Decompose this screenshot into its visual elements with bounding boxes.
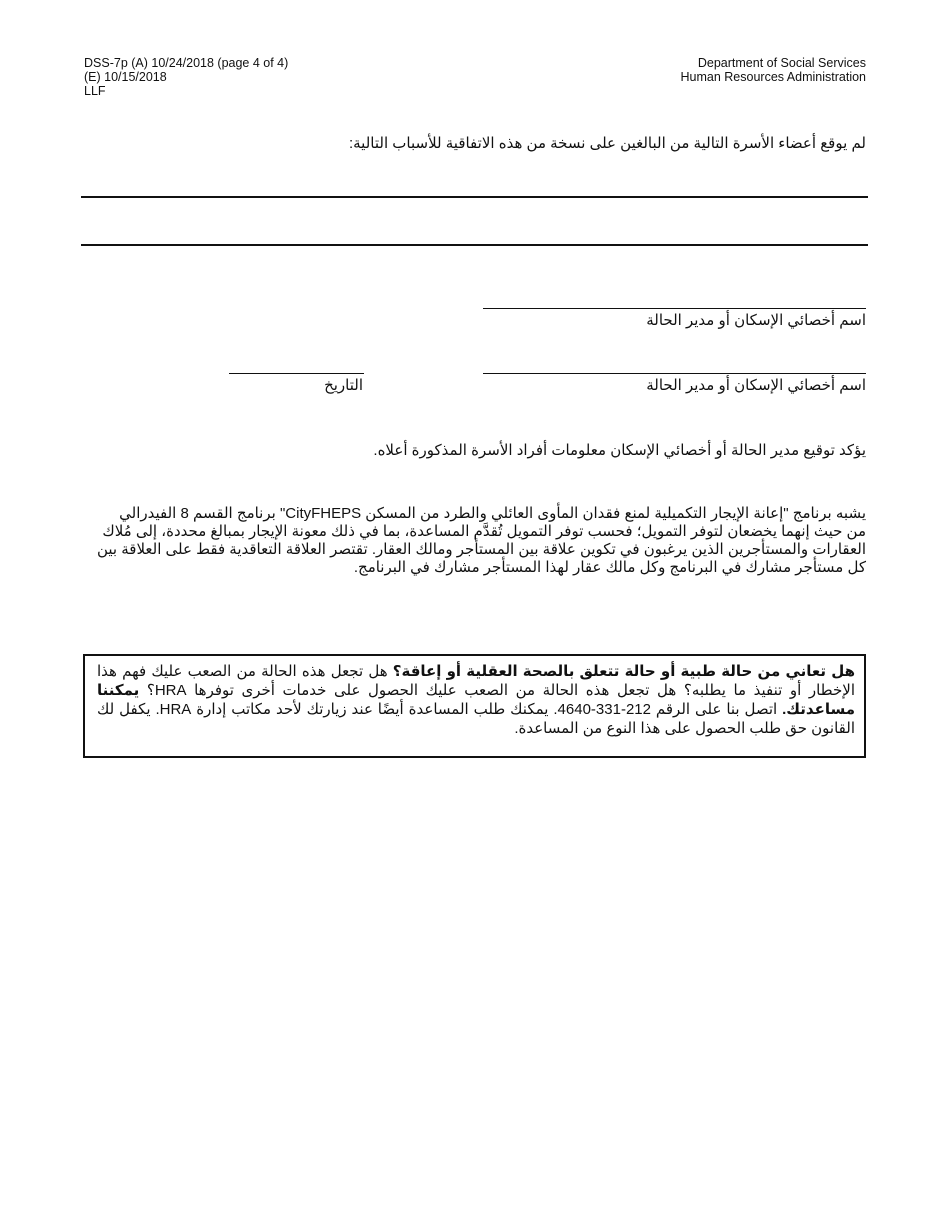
language-code: LLF	[84, 84, 106, 98]
date-label: التاريخ	[324, 377, 363, 394]
reason-line-2[interactable]	[81, 244, 868, 246]
assistance-notice-text	[85, 656, 864, 738]
reason-line-1[interactable]	[81, 196, 868, 198]
program-paragraph: يشبه برنامج "إعانة الإيجار التكميلية لمنع فقدان المأوى العائلي والطرد من المسكن CityFHEPS" برنامج القسم 8 الفيدرالي من حيث إنهما يخضعان لتوفر التمويل؛ فحسب توفر التمويل تُقدَّم المساعدة، بما في ذلك معونة الإيجار بمبالغ محددة، إلى مُلاك العقارات والمستأجرين الذين يرغبون في تكوين علاقة بين المستأجر ومالك العقار. تقتصر العلاقة التعاقدية فقط على العلاقة بين كل مستأجر مشارك في البرنامج وكل مالك عقار لهذا المستأجر مشارك في البرنامج.	[96, 505, 866, 576]
assistance-notice-box	[83, 654, 866, 758]
form-edition-date: (E) 10/15/2018	[84, 70, 167, 84]
notice-help: يمكننا مساعدتك.	[97, 682, 856, 718]
date-line[interactable]	[229, 373, 364, 374]
name-label-1: اسم أخصائي الإسكان أو مدير الحالة	[646, 312, 866, 329]
administration-name: Human Resources Administration	[680, 70, 866, 84]
department-name: Department of Social Services	[697, 56, 866, 70]
notice-text-part1: هل تجعل هذه الحالة من الصعب عليك فهم هذا الإخطار أو تنفيذ ما يطلبه؟ هل تجعل هذه الحالة من الصعب عليك الحصول على خدمات أخرى توفرها HRA؟	[97, 663, 855, 699]
name-label-2: اسم أخصائي الإسكان أو مدير الحالة	[646, 377, 866, 394]
signature-line-1[interactable]	[483, 308, 866, 309]
notice-text-part2: اتصل بنا على الرقم 212-331-4640. يمكنك طلب المساعدة أيضًا عند زيارتك لأحد مكاتب إدارة HRA. يكفل لك القانون حق طلب الحصول على هذا النوع من المساعدة.	[97, 701, 855, 737]
form-id: DSS-7p (A) 10/24/2018 (page 4 of 4)	[84, 56, 289, 70]
agency-block	[681, 56, 867, 84]
notice-question: هل تعاني من حالة طبية أو حالة تتعلق بالصحة العقلية أو إعاقة؟	[392, 663, 855, 680]
form-id-block	[84, 56, 288, 98]
signature-line-2[interactable]	[483, 373, 866, 374]
intro-text: لم يوقع أعضاء الأسرة التالية من البالغين على نسخة من هذه الاتفاقية للأسباب التالية:	[348, 135, 866, 152]
confirmation-text: يؤكد توقيع مدير الحالة أو أخصائي الإسكان معلومات أفراد الأسرة المذكورة أعلاه.	[373, 442, 866, 459]
